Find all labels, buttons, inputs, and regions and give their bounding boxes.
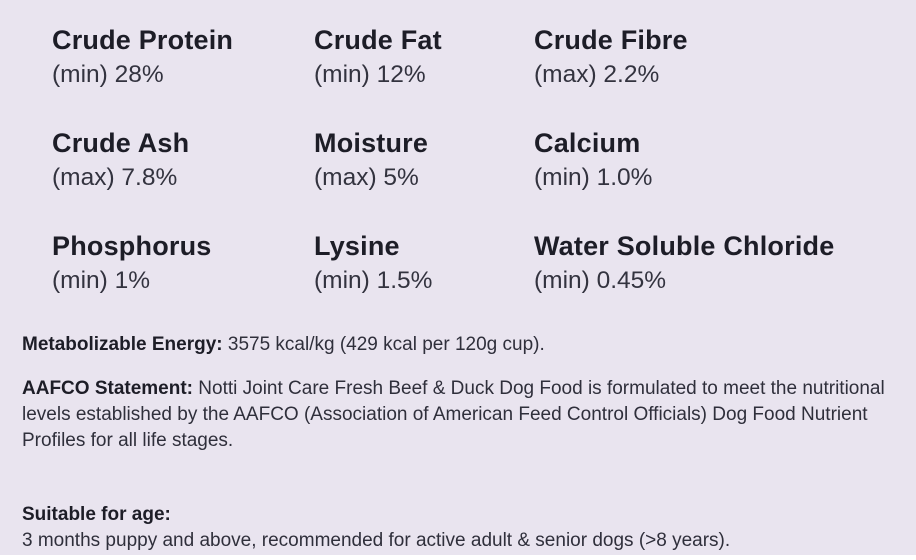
bottom-white-strip [0, 555, 916, 560]
nutrient-calcium [534, 125, 916, 194]
nutrient-name: Water Soluble Chloride [534, 231, 835, 261]
suitable-for-age-text: 3 months puppy and above, recommended for active adult & senior dogs (>8 years). [22, 530, 731, 551]
suitable-for-age-label: Suitable for age: [22, 504, 171, 525]
nutrient-crude-fibre [534, 22, 916, 91]
nutrient-value: (max) 2.2% [534, 61, 660, 88]
nutrient-name: Moisture [314, 128, 429, 158]
nutrient-value: (min) 0.45% [534, 267, 667, 294]
nutrient-crude-protein [52, 22, 314, 91]
metabolizable-energy-line [22, 332, 902, 358]
nutrient-name: Crude Fibre [534, 25, 688, 55]
nutrient-lysine [314, 228, 534, 297]
nutrient-name: Crude Ash [52, 128, 190, 158]
nutrient-value: (min) 28% [52, 61, 164, 88]
nutrient-name: Phosphorus [52, 231, 212, 261]
aafco-statement-text: Notti Joint Care Fresh Beef & Duck Dog Food is formulated to meet the nutritional levels established by the AAFCO (Association of American Feed Control Officials) Dog Food Nutrient Profiles for all life stages. [22, 378, 885, 451]
nutrient-name: Crude Protein [52, 25, 234, 55]
nutrient-crude-ash [52, 125, 314, 194]
metabolizable-energy-label: Metabolizable Energy: [22, 334, 223, 355]
metabolizable-energy-text: 3575 kcal/kg (429 kcal per 120g cup). [222, 334, 545, 355]
nutrient-name: Calcium [534, 128, 641, 158]
aafco-statement-label: AAFCO Statement: [22, 378, 194, 399]
nutrient-phosphorus [52, 228, 314, 297]
nutrient-crude-fat [314, 22, 534, 91]
nutrient-moisture [314, 125, 534, 194]
nutrient-value: (max) 7.8% [52, 164, 178, 191]
nutrient-value: (max) 5% [314, 164, 419, 191]
nutrient-name: Lysine [314, 231, 400, 261]
aafco-statement [22, 376, 902, 454]
suitable-for-age [22, 502, 902, 554]
nutrient-water-soluble-chloride [534, 228, 916, 297]
nutrient-value: (min) 1.5% [314, 267, 433, 294]
nutrient-value: (min) 12% [314, 61, 426, 88]
nutrient-value: (min) 1% [52, 267, 151, 294]
nutrient-name: Crude Fat [314, 25, 442, 55]
label-paragraphs [22, 332, 902, 554]
nutrient-value: (min) 1.0% [534, 164, 653, 191]
